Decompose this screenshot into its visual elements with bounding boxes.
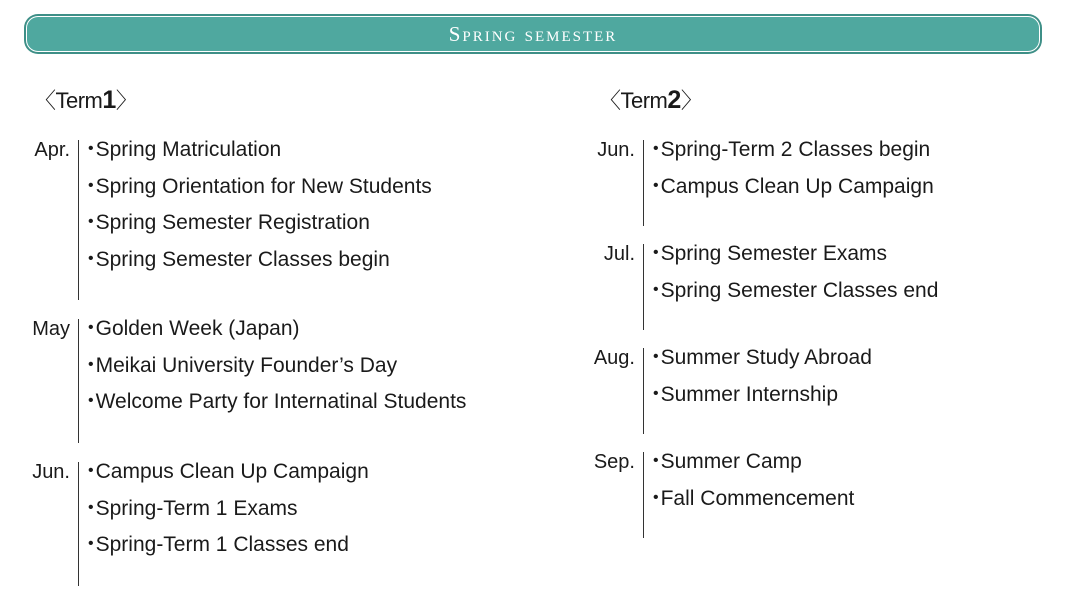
month-label: Aug. (593, 347, 635, 369)
month-divider (643, 452, 644, 538)
semester-banner (26, 16, 1040, 52)
event-item: • Summer Internship (653, 383, 872, 420)
event-list (88, 138, 432, 285)
month-divider (643, 348, 644, 434)
event-item: • Spring Semester Registration (88, 211, 432, 248)
month-divider (78, 319, 79, 443)
event-item: • Spring-Term 1 Exams (88, 497, 369, 534)
event-item: • Spring Matriculation (88, 138, 432, 175)
month-label: Jun. (32, 461, 70, 483)
event-item: • Spring Semester Classes begin (88, 248, 432, 285)
event-item: • Spring-Term 2 Classes begin (653, 138, 934, 175)
term1-heading-number: 1 (102, 86, 116, 114)
event-item: • Spring Semester Exams (653, 242, 938, 279)
semester-title: Spring semester (448, 21, 618, 46)
event-list (653, 450, 854, 523)
event-list (88, 317, 466, 427)
term2-heading-open: 〈Term (599, 88, 668, 113)
event-item: • Fall Commencement (653, 487, 854, 524)
month-label: Jun. (597, 139, 635, 161)
event-item: • Summer Camp (653, 450, 854, 487)
event-item: • Spring Orientation for New Students (88, 175, 432, 212)
event-item: • Campus Clean Up Campaign (88, 460, 369, 497)
event-item: • Welcome Party for Internatinal Students (88, 390, 466, 427)
month-label: Sep. (593, 451, 635, 473)
event-list (653, 138, 934, 211)
event-item: • Campus Clean Up Campaign (653, 175, 934, 212)
term1-heading-close: 〉 (115, 88, 138, 113)
month-label: Jul. (603, 243, 635, 265)
month-label: May (32, 318, 70, 340)
term2-heading-close: 〉 (680, 88, 703, 113)
event-item: • Spring-Term 1 Classes end (88, 533, 369, 570)
event-item: • Golden Week (Japan) (88, 317, 466, 354)
term2-heading (599, 84, 702, 115)
event-list (653, 242, 938, 315)
event-list (88, 460, 369, 570)
event-item: • Meikai University Founder’s Day (88, 354, 466, 391)
event-item: • Spring Semester Classes end (653, 279, 938, 316)
month-divider (643, 244, 644, 330)
event-item: • Summer Study Abroad (653, 346, 872, 383)
month-divider (78, 140, 79, 300)
term2-heading-number: 2 (667, 86, 681, 114)
event-list (653, 346, 872, 419)
term1-heading-open: 〈Term (34, 88, 103, 113)
month-divider (78, 462, 79, 586)
month-label: Apr. (34, 139, 70, 161)
term1-heading (34, 84, 137, 115)
month-divider (643, 140, 644, 226)
